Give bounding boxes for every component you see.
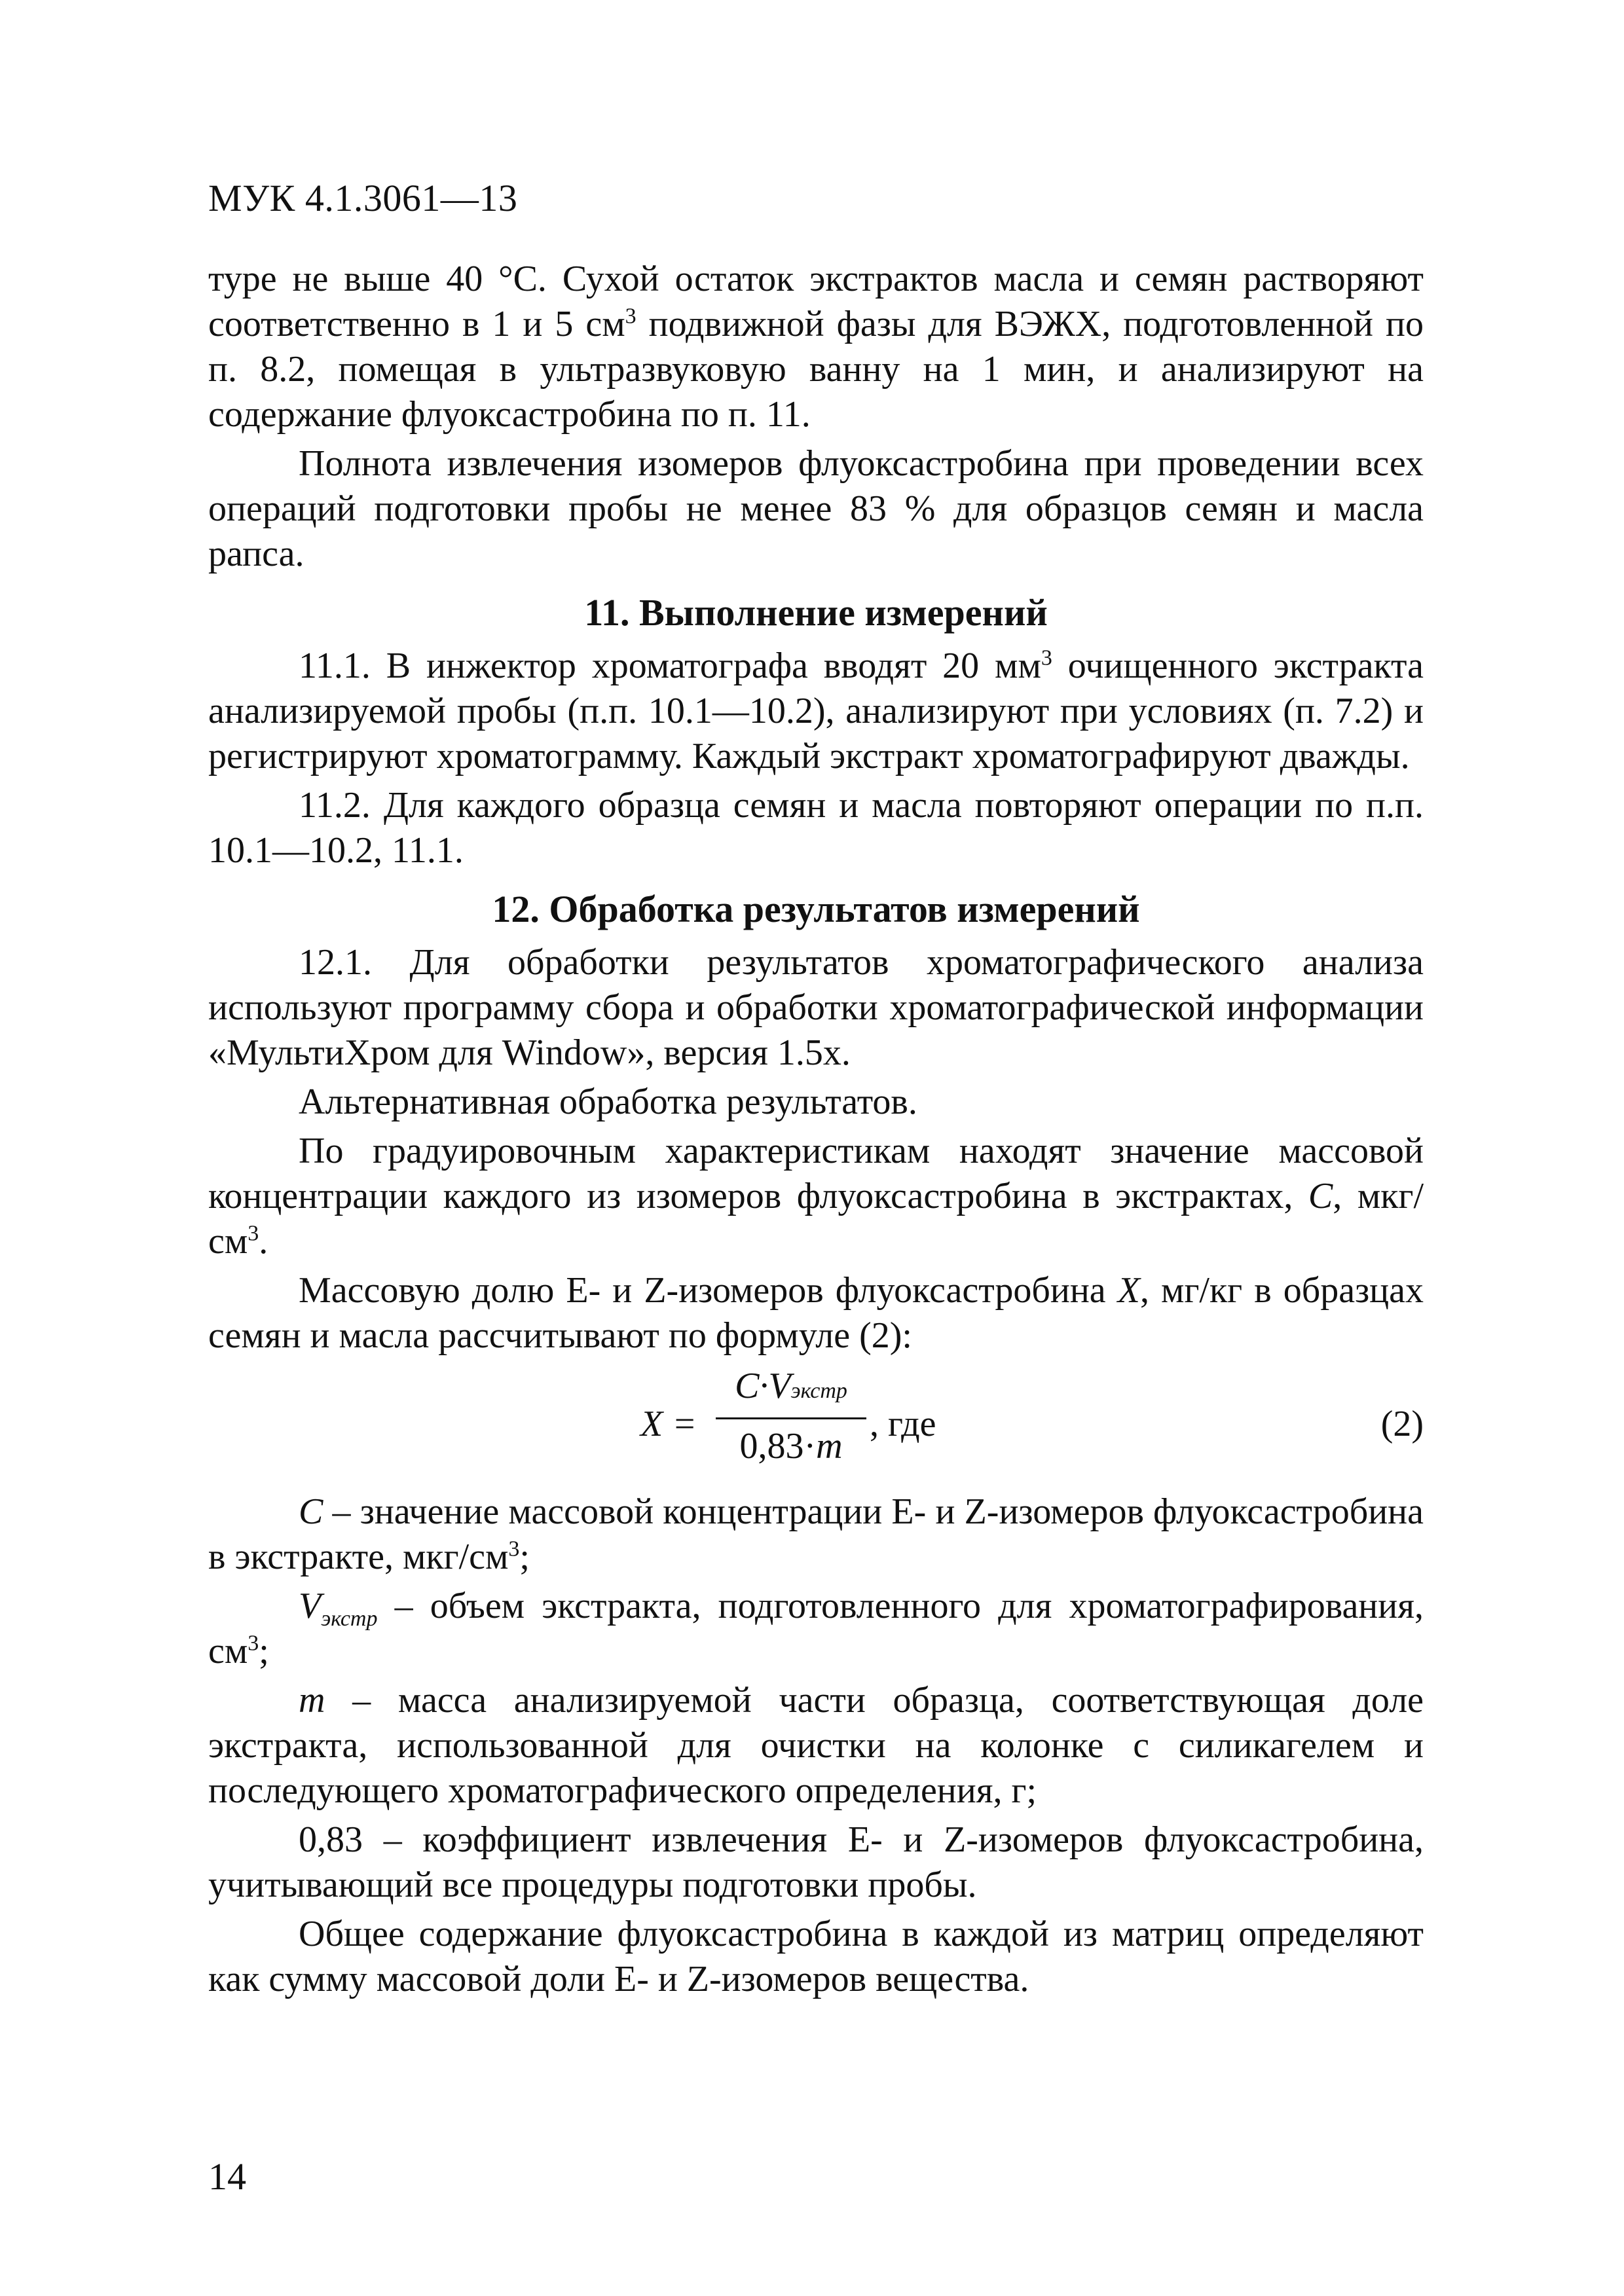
- formula-lhs: X =: [640, 1404, 697, 1444]
- paragraph-12-1: 12.1. Для обработки результатов хроматографического анализа используют программу сбора и обработки хроматографической информации «МультиХром для Window», версия 1.5х.: [208, 942, 1424, 1073]
- document-code-header: МУК 4.1.3061—13: [208, 177, 518, 219]
- paragraph-11-2: 11.2. Для каждого образца семян и масла повторяют операции по п.п. 10.1—10.2, 11.1.: [208, 785, 1424, 871]
- definition-m: m – масса анализируемой части образца, соответствующая доле экстракта, использованной для очистки на колонке с силикагелем и последующего хроматографического определения, г;: [208, 1680, 1424, 1811]
- formula-where: , где: [870, 1404, 936, 1444]
- definition-c: С – значение массовой концентрации Е- и Z-изомеров флуоксастробина в экстракте, мкг/$см^3$;: [208, 1491, 1424, 1577]
- section-12-heading: 12. Обработка результатов измерений: [492, 888, 1140, 930]
- paragraph-mass-fraction: Массовую долю Е- и Z-изомеров флуоксастробина X, мг/кг в образцах семян и масла рассчитывают по формуле (2):: [208, 1270, 1424, 1356]
- paragraph-total-content: Общее содержание флуоксастробина в каждой из матриц определяют как сумму массовой доли Е- и Z-изомеров вещества.: [208, 1914, 1424, 1999]
- section-11-heading: 11. Выполнение измерений: [584, 591, 1048, 634]
- definition-coefficient: 0,83 – коэффициент извлечения Е- и Z-изомеров флуоксастробина, учитывающий все процедуры подготовки пробы.: [208, 1819, 1424, 1905]
- formula-expression: [640, 1365, 1099, 1483]
- page-number: 14: [208, 2155, 246, 2198]
- paragraph-11-1: 11.1. В инжектор хроматографа вводят 20 $мм^3$ очищенного экстракта анализируемой пробы (п.п. 10.1—10.2), анализируют при условиях (п. 7.2) и регистрируют хроматограмму. Каждый экстракт хроматографируют дважды.: [208, 646, 1424, 776]
- formula-numerator: C·Vэкстр: [735, 1366, 847, 1406]
- formula-2: [208, 1365, 1424, 1483]
- fraction-bar: [716, 1417, 866, 1419]
- paragraph-extraction-completeness: Полнота извлечения изомеров флуоксастробина при проведении всех операций подготовки пробы не менее 83 % для образцов семян и масла рапса.: [208, 443, 1424, 574]
- paragraph-calibration: По градуировочным характеристикам находят значение массовой концентрации каждого из изомеров флуоксастробина в экстрактах, С, мкг/$см^3$.: [208, 1131, 1424, 1262]
- formula-denominator: 0,83·m: [739, 1426, 843, 1467]
- body-text: [208, 257, 1424, 2002]
- paragraph-continuation: туре не выше 40 °С. Сухой остаток экстрактов масла и семян растворяют соответственно в 1 и 5 $см^3$ подвижной фазы для ВЭЖХ, подготовленной по п. 8.2, помещая в ультразвуковую ванну на 1 мин, и анализируют на содержание флуоксастробина по п. 11.: [208, 259, 1424, 435]
- definition-v-extr: $V_{экстр}$ – объем экстракта, подготовленного для хроматографирования, $см^3$;: [208, 1586, 1424, 1671]
- paragraph-alternative-processing: Альтернативная обработка результатов.: [299, 1082, 917, 1122]
- equation-number: (2): [1380, 1404, 1424, 1444]
